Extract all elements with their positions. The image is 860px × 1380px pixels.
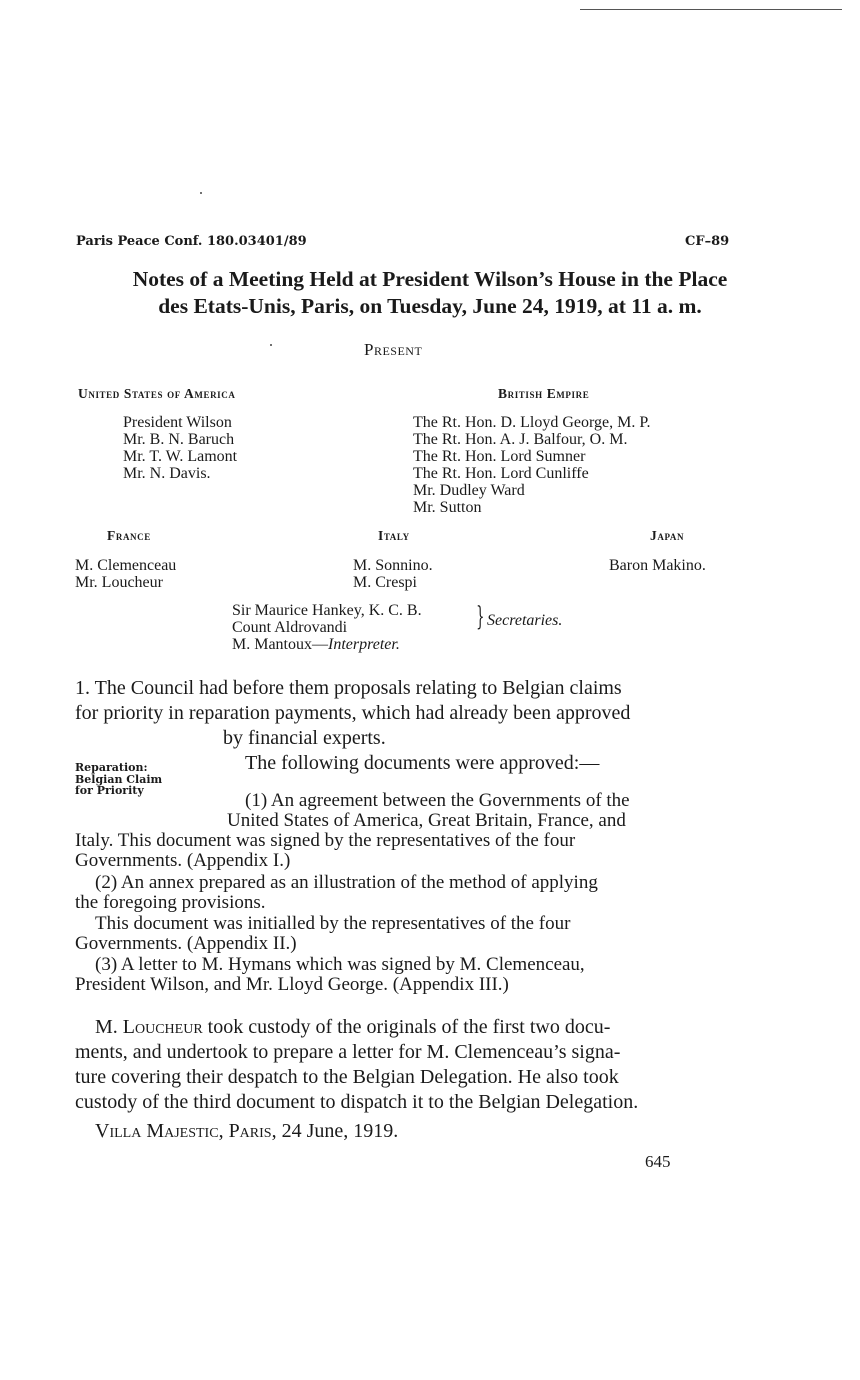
paragraph-line: 1. The Council had before them proposals relating to Belgian claims: [75, 677, 622, 699]
secretary-name: Count Aldrovandi: [232, 619, 348, 636]
brace-symbol: }: [476, 602, 485, 632]
speck: [270, 344, 272, 346]
archive-reference: Paris Peace Conf. 180.03401/89: [76, 234, 307, 249]
member-name: Baron Makino.: [609, 557, 706, 574]
speck: [200, 192, 202, 194]
interpreter-label: Interpreter.: [328, 636, 400, 653]
member-name: Mr. N. Davis.: [123, 465, 211, 482]
member-name: Mr. T. W. Lamont: [123, 448, 238, 465]
paragraph-line: for priority in reparation payments, which had already been approved: [75, 702, 631, 724]
member-name: President Wilson: [123, 414, 232, 431]
member-name: Mr. B. N. Baruch: [123, 431, 235, 448]
paragraph-line: [95, 1015, 610, 1040]
margin-note-line: for Priority: [75, 784, 144, 797]
france-heading: France: [107, 528, 151, 543]
member-name: Mr. Loucheur: [75, 574, 163, 591]
british-members: [413, 414, 650, 516]
usa-members: [123, 414, 237, 482]
document-item-line: Governments. (Appendix II.): [75, 933, 297, 954]
member-name: M. Clemenceau: [75, 557, 177, 574]
paragraph-line: ture covering their despatch to the Belgian Delegation. He also took: [75, 1066, 619, 1088]
title-line-2: des Etats-Unis, Paris, on Tuesday, June 24, 1919, at 11 a. m.: [158, 294, 702, 318]
paragraph-line: by financial experts.: [223, 727, 386, 749]
member-name: The Rt. Hon. A. J. Balfour, O. M.: [413, 431, 628, 448]
signoff: [95, 1119, 398, 1144]
top-rule: [580, 9, 842, 10]
margin-note: [75, 762, 162, 797]
document-item-line: (3) A letter to M. Hymans which was signed by M. Clemenceau,: [95, 954, 585, 975]
title-line-1: Notes of a Meeting Held at President Wilson’s House in the Place: [132, 267, 728, 291]
page-title: [60, 266, 800, 320]
british-heading: British Empire: [498, 386, 590, 401]
paragraph-line: ments, and undertook to prepare a letter for M. Clemenceau’s signa-: [75, 1041, 621, 1063]
member-name: Mr. Dudley Ward: [413, 482, 525, 499]
paragraph-line: custody of the third document to dispatch it to the Belgian Delegation.: [75, 1091, 639, 1113]
margin-note-line: Reparation:: [75, 761, 148, 774]
italy-members: [353, 557, 433, 591]
document-item-line: President Wilson, and Mr. Lloyd George. (Appendix III.): [75, 974, 509, 995]
secretary-name: Sir Maurice Hankey, K. C. B.: [232, 602, 422, 619]
member-name: Mr. Sutton: [413, 499, 482, 516]
france-members: [75, 557, 176, 591]
page-number: 645: [645, 1152, 671, 1171]
signoff-date: , 24 June, 1919.: [271, 1120, 399, 1142]
secretaries-label: Secretaries.: [487, 612, 563, 629]
paragraph-text: took custody of the originals of the first two docu-: [202, 1016, 611, 1038]
member-name: M. Sonnino.: [353, 557, 433, 574]
document-item-line: This document was initialled by the representatives of the four: [95, 913, 571, 934]
member-name: M. Crespi: [353, 574, 417, 591]
member-name: The Rt. Hon. Lord Cunliffe: [413, 465, 589, 482]
document-item-line: the foregoing provisions.: [75, 892, 266, 913]
speaker-name: M. Loucheur: [95, 1016, 203, 1038]
document-item-line: Italy. This document was signed by the representatives of the four: [75, 830, 576, 851]
usa-heading: United States of America: [78, 386, 236, 401]
document-number: CF–89: [685, 234, 730, 249]
member-name: The Rt. Hon. D. Lloyd George, M. P.: [413, 414, 651, 431]
document-item-line: United States of America, Great Britain, France, and: [227, 810, 626, 831]
interpreter-name: M. Mantoux—: [232, 636, 328, 653]
member-name: The Rt. Hon. Lord Sumner: [413, 448, 586, 465]
document-item-line: (1) An agreement between the Governments of the: [245, 790, 630, 811]
secretaries-list: [232, 602, 422, 653]
signoff-comma: ,: [218, 1120, 229, 1142]
margin-note-line: Belgian Claim: [75, 772, 163, 786]
japan-members: [609, 557, 706, 574]
document-item-line: Governments. (Appendix I.): [75, 850, 291, 871]
italy-heading: Italy: [378, 528, 410, 543]
paragraph-line: The following documents were approved:—: [245, 752, 600, 774]
signoff-city: Paris: [228, 1120, 272, 1142]
interpreter-line: [232, 636, 422, 653]
present-heading: Present: [364, 340, 423, 359]
japan-heading: Japan: [650, 528, 685, 543]
signoff-place: Villa Majestic: [95, 1120, 219, 1142]
document-item-line: (2) An annex prepared as an illustration of the method of applying: [95, 872, 598, 893]
